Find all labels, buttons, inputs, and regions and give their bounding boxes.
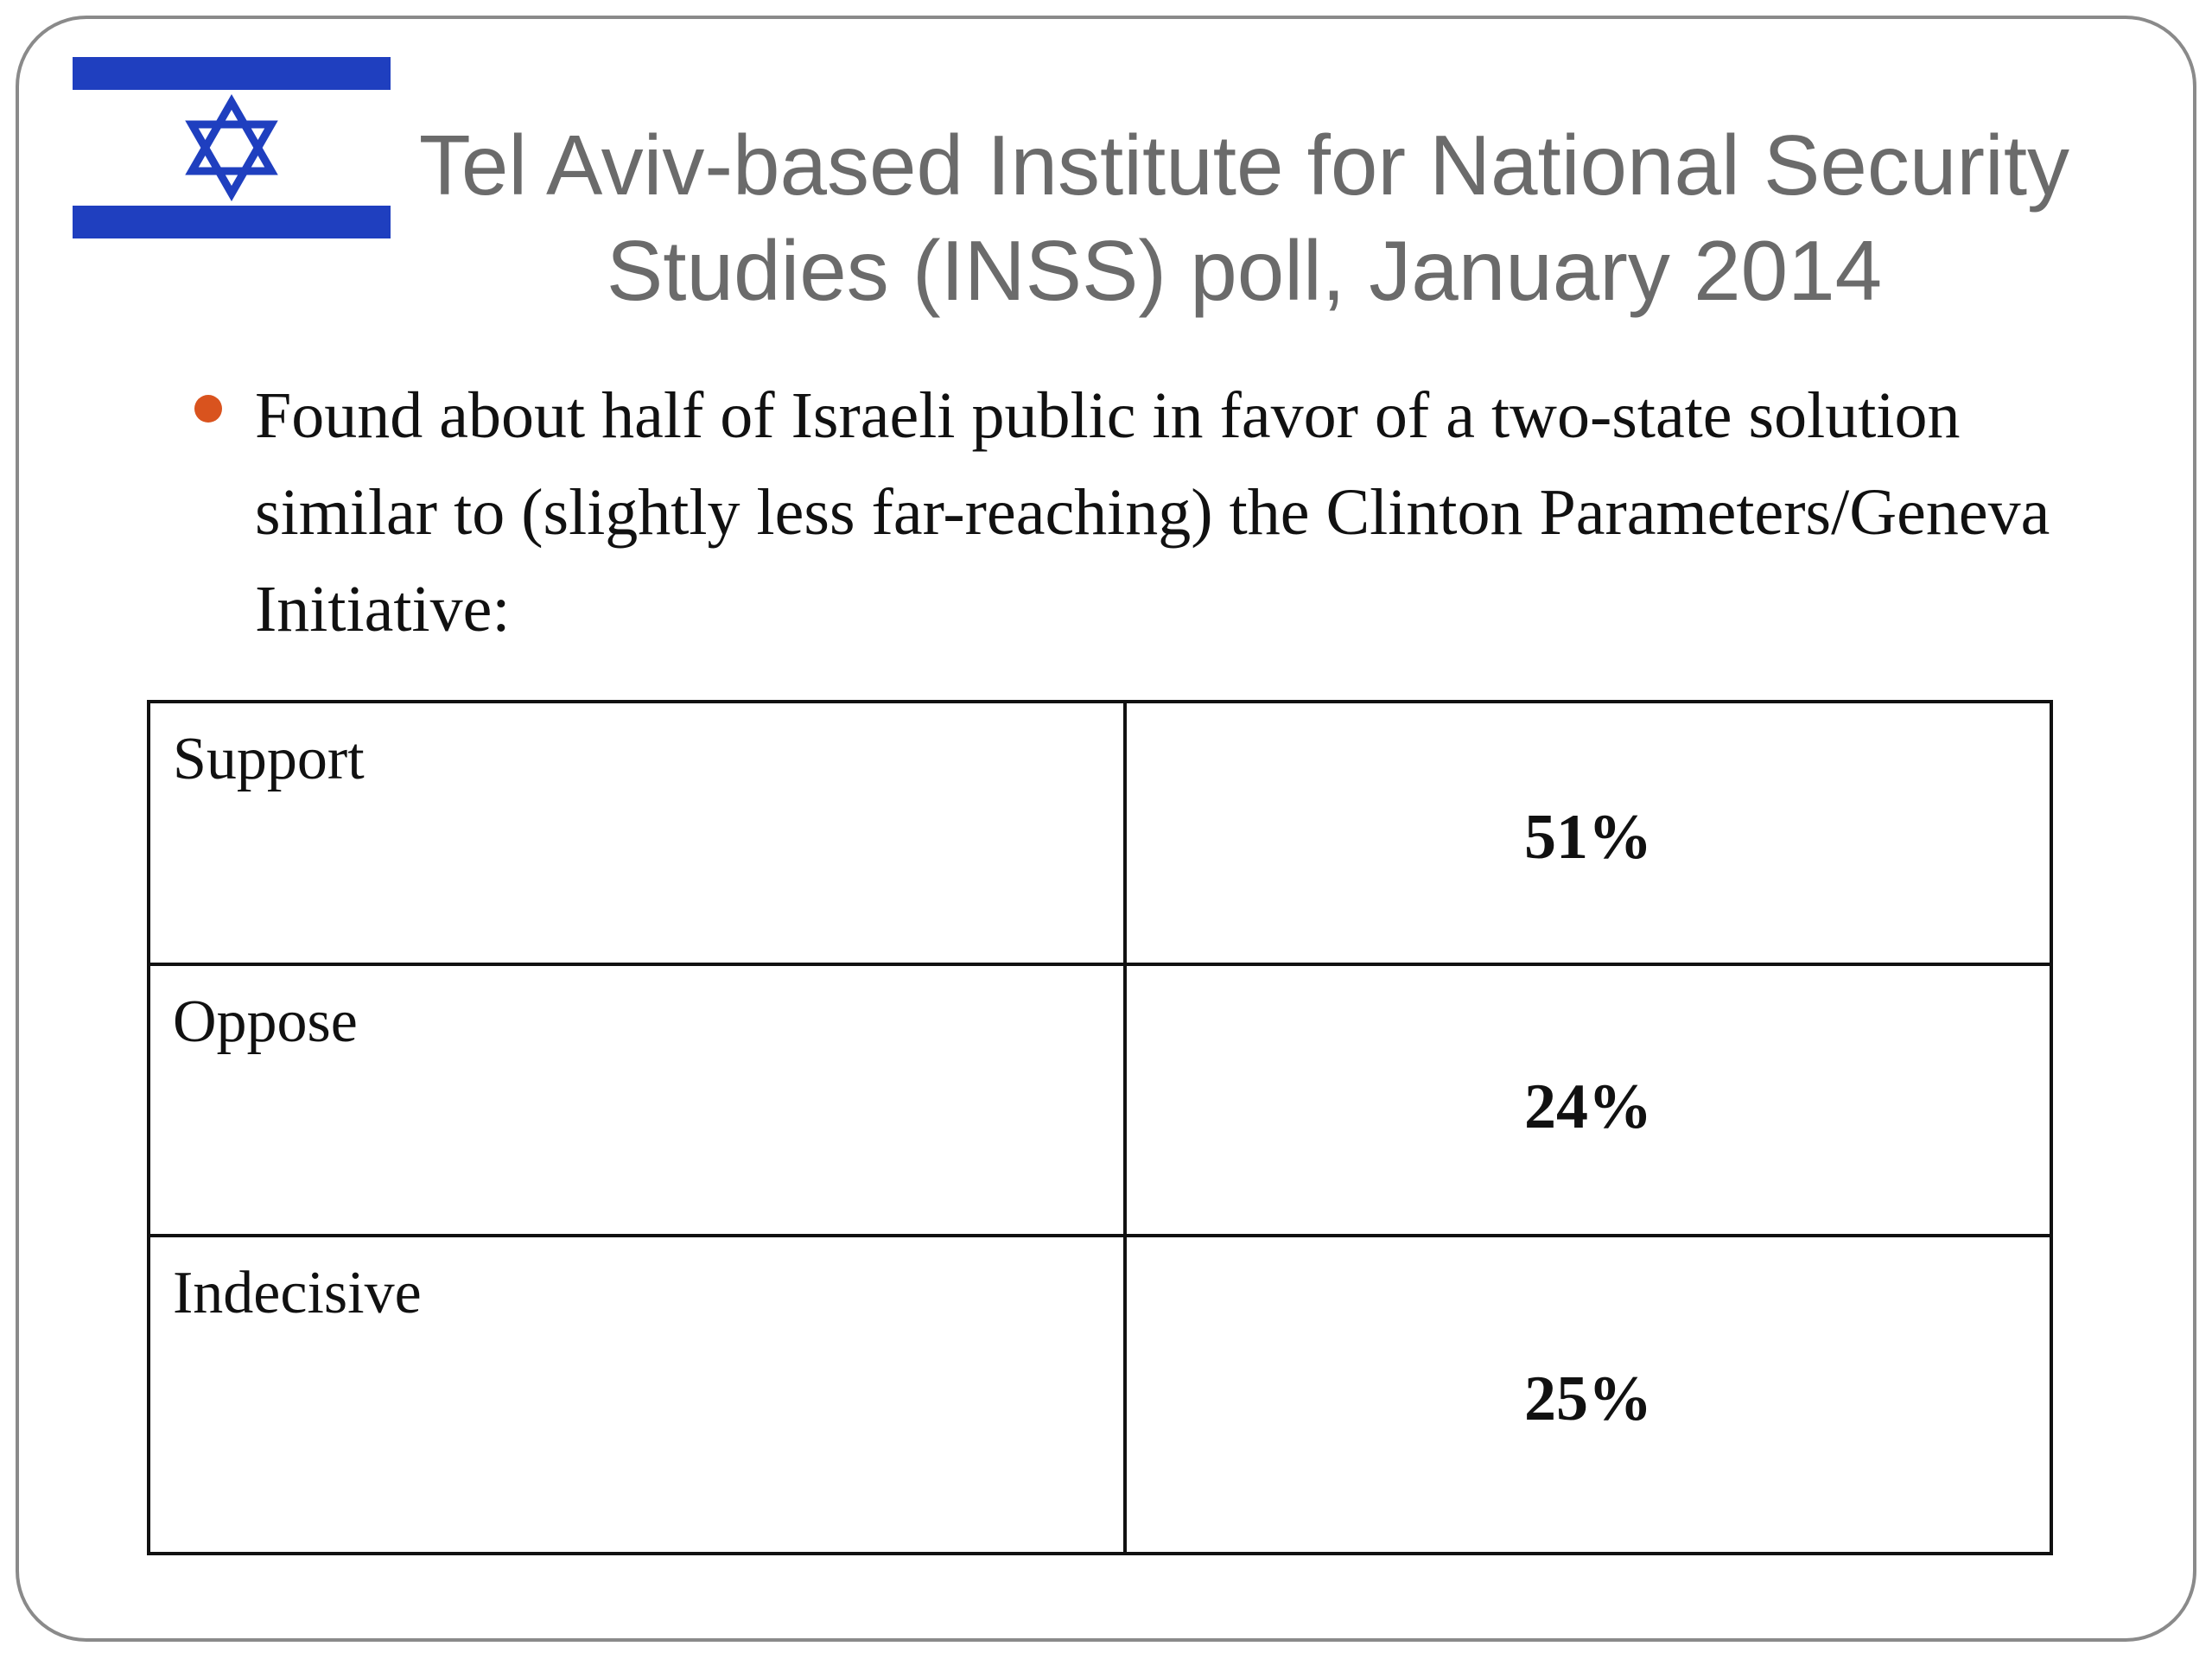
table-row [149,964,2051,1236]
title-line-1: Tel Aviv-based Institute for National Security [418,118,2070,213]
table-row [149,702,2051,964]
slide-title [415,112,2074,323]
row-value: 51% [1125,702,2051,964]
row-value: 24% [1125,964,2051,1236]
bullet-text: Found about half of Israeli public in favor of a two-state solution similar to (slightly less far-reaching) the Clinton Parameters/Geneva Initiative: [255,379,2050,645]
row-label: Support [149,702,1125,964]
row-label: Indecisive [149,1236,1125,1554]
row-value: 25% [1125,1236,2051,1554]
row-label: Oppose [149,964,1125,1236]
israel-flag-icon [73,57,391,238]
title-line-2: Studies (INSS) poll, January 2014 [606,223,1883,318]
poll-results-table [147,700,2053,1555]
bullet-dot-icon [194,395,222,423]
table-row [149,1236,2051,1554]
